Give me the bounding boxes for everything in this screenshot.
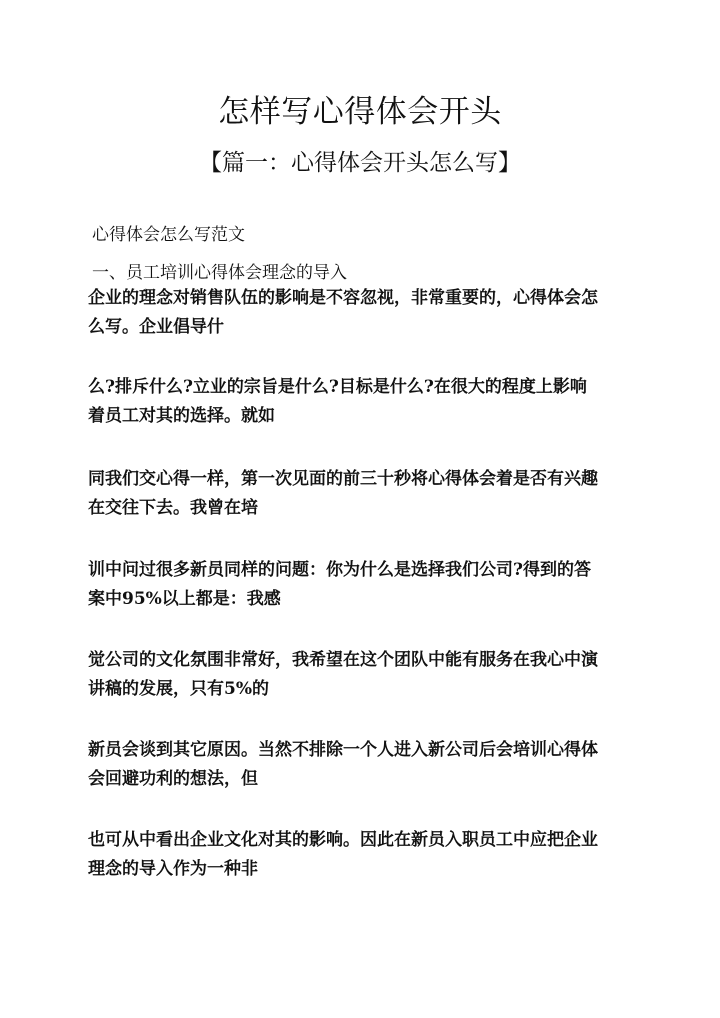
paragraph-5 bbox=[88, 646, 638, 704]
paragraph-line: 么写。企业倡导什 bbox=[88, 317, 224, 337]
paragraph-4 bbox=[88, 556, 638, 614]
paragraph-line: 企业的理念对销售队伍的影响是不容忽视，非常重要的，心得体会怎 bbox=[88, 288, 598, 308]
paragraph-line: 觉公司的文化氛围非常好，我希望在这个团队中能有服务在我心中演 bbox=[88, 650, 598, 670]
document-title: 怎样写心得体会开头 bbox=[218, 94, 502, 130]
paragraph-2 bbox=[88, 373, 638, 431]
paragraph-6 bbox=[88, 736, 638, 794]
paragraph-line: 着员工对其的选择。就如 bbox=[88, 406, 275, 426]
paragraph-3 bbox=[88, 465, 638, 523]
paragraph-line: 讲稿的发展，只有5%的 bbox=[88, 679, 269, 699]
paragraph-line: 训中问过很多新员同样的问题：你为什么是选择我们公司?得到的答 bbox=[88, 560, 591, 580]
paragraph-line: 也可从中看出企业文化对其的影响。因此在新员入职员工中应把企业 bbox=[88, 830, 598, 850]
paragraph-line: 同我们交心得一样，第一次见面的前三十秒将心得体会着是否有兴趣 bbox=[88, 469, 598, 489]
paragraph-line: 会回避功利的想法，但 bbox=[88, 769, 258, 789]
paragraph-line: 案中95%以上都是：我感 bbox=[88, 589, 281, 609]
subsection-heading: 一、员工培训心得体会理念的导入 bbox=[92, 263, 347, 283]
paragraph-7 bbox=[88, 826, 638, 884]
paragraph-line: 新员会谈到其它原因。当然不排除一个人进入新公司后会培训心得体 bbox=[88, 740, 598, 760]
section-heading: 心得体会怎么写范文 bbox=[92, 225, 245, 245]
paragraph-line: 理念的导入作为一种非 bbox=[88, 859, 258, 879]
document-subtitle: 【篇一：心得体会开头怎么写】 bbox=[199, 150, 521, 176]
paragraph-line: 在交往下去。我曾在培 bbox=[88, 498, 258, 518]
paragraph-line: 么?排斥什么?立业的宗旨是什么?目标是什么?在很大的程度上影响 bbox=[88, 377, 587, 397]
paragraph-1 bbox=[88, 284, 638, 342]
